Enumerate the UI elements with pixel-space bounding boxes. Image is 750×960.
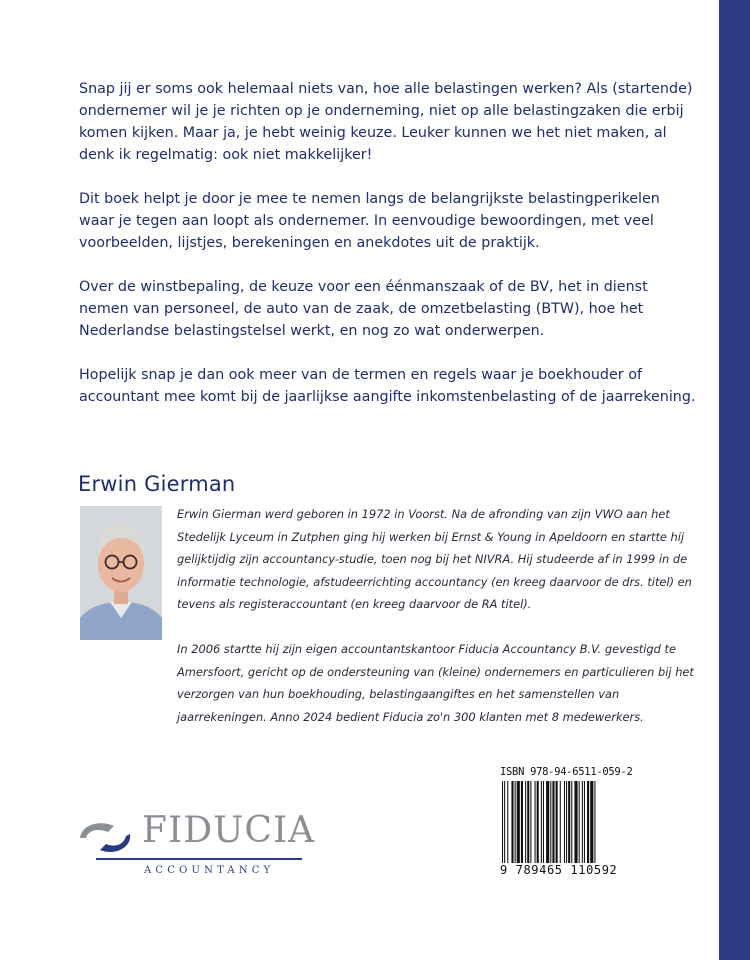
blurb-paragraph: Snap jij er soms ook helemaal niets van, hoe alle belastingen werken? Als (startende) ondernemer wil je je richten op je onderneming, niet op alle belastingzaken die erbij komen kijken. Maar ja, je hebt weinig keuze. Leuker kunnen we het niet maken, al denk ik regelmatig: ook niet makkelijker! [79, 81, 693, 163]
barcode-digits: 9 789465 110592 [500, 863, 618, 877]
logo-divider [96, 858, 302, 860]
isbn-label: ISBN 978-94-6511-059-2 [500, 766, 633, 778]
bio-paragraph: Erwin Gierman werd geboren in 1972 in Voorst. Na de afronding van zijn VWO aan het Stedelijk Lyceum in Zutphen ging hij werken bij Ernst & Young in Apeldoorn en startte hij gelijktijdig zijn accountancy-studie, toen nog bij het NIVRA. Hij studeerde af in 1999 in de informatie technologie, afstudeerrichting accountancy (en kreeg daarvoor de drs. titel) en tevens als registeraccountant (en kreeg daarvoor de RA titel). [177, 507, 692, 611]
barcode-bars [500, 781, 624, 863]
cover-spine-strip [719, 0, 750, 960]
blurb-paragraph: Hopelijk snap je dan ook meer van de termen en regels waar je boekhouder of accountant mee komt bij de jaarlijkse aangifte inkomstenbelasting of de jaarrekening. [79, 367, 696, 405]
back-cover-blurb [79, 78, 699, 430]
blurb-paragraph: Over de winstbepaling, de keuze voor een éénmanszaak of de BV, het in dienst nemen van personeel, de auto van de zaak, de omzetbelasting (BTW), hoe het Nederlandse belastingstelsel werkt, en nog zo wat onderwerpen. [79, 279, 648, 339]
fiducia-logo [78, 812, 318, 882]
logo-subtitle: ACCOUNTANCY [144, 865, 275, 876]
author-photo [80, 506, 162, 640]
blurb-paragraph: Dit boek helpt je door je mee te nemen langs de belangrijkste belastingperikelen waar je tegen aan loopt als ondernemer. In eenvoudige bewoordingen, met veel voorbeelden, lijstjes, berekeningen en anekdotes uit de praktijk. [79, 191, 660, 251]
fiducia-swoosh-icon [78, 816, 138, 860]
bio-paragraph: In 2006 startte hij zijn eigen accountantskantoor Fiducia Accountancy B.V. gevestigd te Amersfoort, gericht op de ondersteuning van (kleine) ondernemers en particulieren bij het verzorgen van hun boekhouding, belastingaangiftes en het samenstellen van jaarrekeningen. Anno 2024 bedient Fiducia zo'n 300 klanten met 8 medewerkers. [177, 642, 694, 724]
logo-wordmark: FIDUCIA [142, 810, 316, 851]
author-name: Erwin Gierman [78, 472, 236, 496]
isbn-barcode [500, 766, 633, 882]
author-biography [177, 503, 697, 751]
